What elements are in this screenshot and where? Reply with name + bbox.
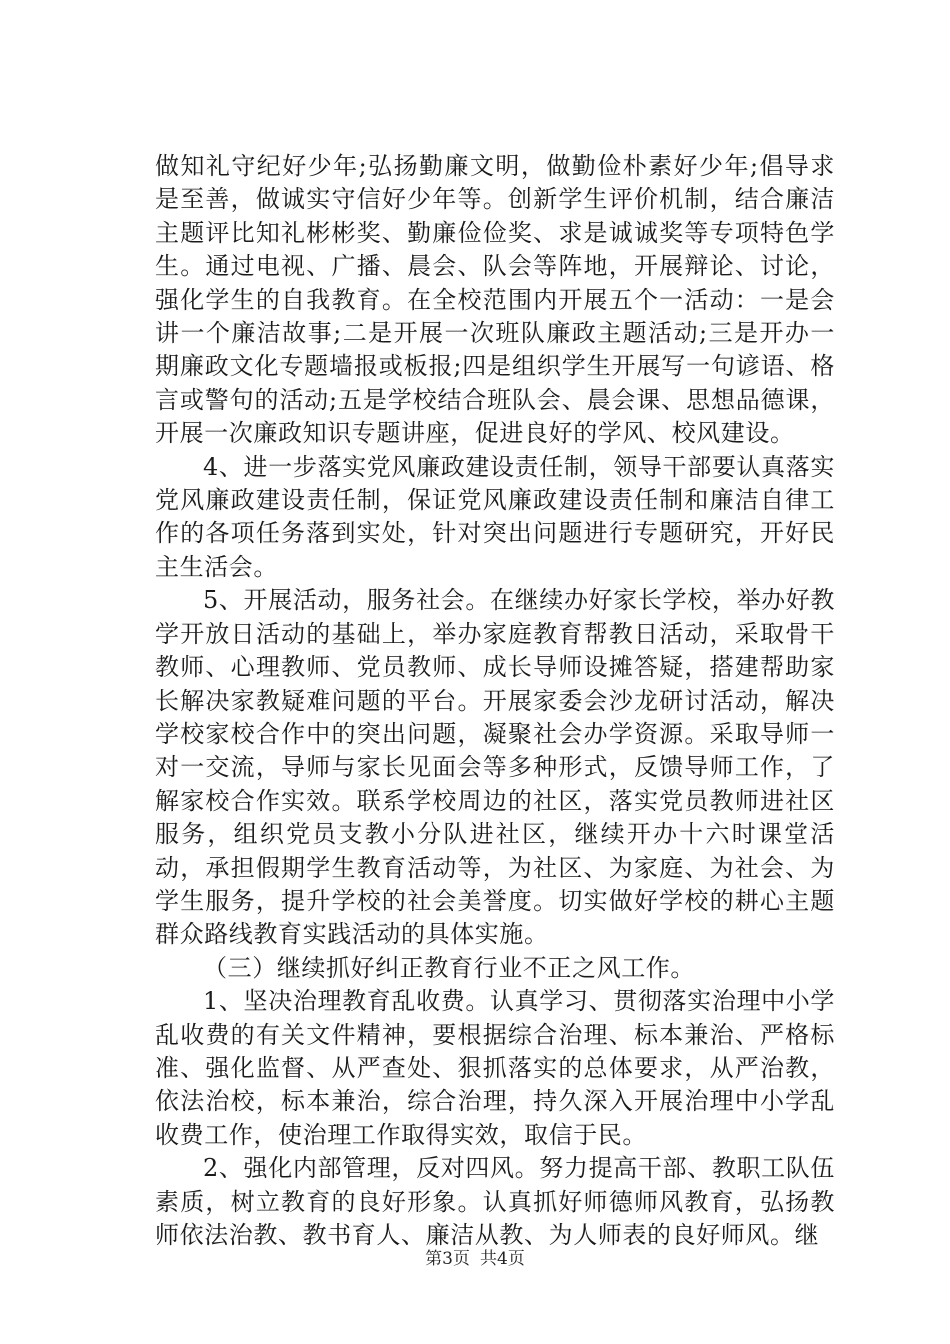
paragraph-2: 4、进一步落实党风廉政建设责任制，领导干部要认真落实党风廉政建设责任制，保证党风廉政建设责任制和廉洁自律工作的各项任务落到实处，针对突出问题进行专题研究，开好民主生活会。 <box>155 452 835 581</box>
paragraph-5: 2、强化内部管理，反对四风。努力提高干部、教职工队伍素质，树立教育的良好形象。认真抓好师德师风教育，弘扬教师依法治教、教书育人、廉洁从教、为人师表的良好师风。继 <box>155 1154 835 1249</box>
section-heading: （三）继续抓好纠正教育行业不正之风工作。 <box>203 953 695 982</box>
page-total: 共4页 <box>480 1249 525 1269</box>
document-body <box>155 150 835 1252</box>
page-footer <box>0 1244 950 1269</box>
paragraph-1: 做知礼守纪好少年;弘扬勤廉文明，做勤俭朴素好少年;倡导求是至善，做诚实守信好少年等。创新学生评价机制，结合廉洁主题评比知礼彬彬奖、勤廉俭俭奖、求是诚诚奖等专项特色学生。通过电视、广播、晨会、队会等阵地，开展辩论、讨论，强化学生的自我教育。在全校范围内开展五个一活动：一是会讲一个廉洁故事;二是开展一次班队廉政主题活动;三是开办一期廉政文化专题墙报或板报;四是组织学生开展写一句谚语、格言或警句的活动;五是学校结合班队会、晨会课、思想品德课，开展一次廉政知识专题讲座，促进良好的学风、校风建设。 <box>155 152 835 448</box>
paragraph-3: 5、开展活动，服务社会。在继续办好家长学校，举办好教学开放日活动的基础上，举办家庭教育帮教日活动，采取骨干教师、心理教师、党员教师、成长导师设摊答疑，搭建帮助家长解决家教疑难问题的平台。开展家委会沙龙研讨活动，解决学校家校合作中的突出问题，凝聚社会办学资源。采取导师一对一交流，导师与家长见面会等多种形式，反馈导师工作，了解家校合作实效。联系学校周边的社区，落实党员教师进社区服务，组织党员支教小分队进社区，继续开办十六时课堂活动，承担假期学生教育活动等，为社区、为家庭、为社会、为学生服务，提升学校的社会美誉度。切实做好学校的耕心主题群众路线教育实践活动的具体实施。 <box>155 586 835 949</box>
page-number: 第3页 <box>425 1249 470 1269</box>
paragraph-4: 1、坚决治理教育乱收费。认真学习、贯彻落实治理中小学乱收费的有关文件精神，要根据综合治理、标本兼治、严格标准、强化监督、从严查处、狠抓落实的总体要求，从严治教，依法治校，标本兼治，综合治理，持久深入开展治理中小学乱收费工作，使治理工作取得实效，取信于民。 <box>155 987 835 1149</box>
